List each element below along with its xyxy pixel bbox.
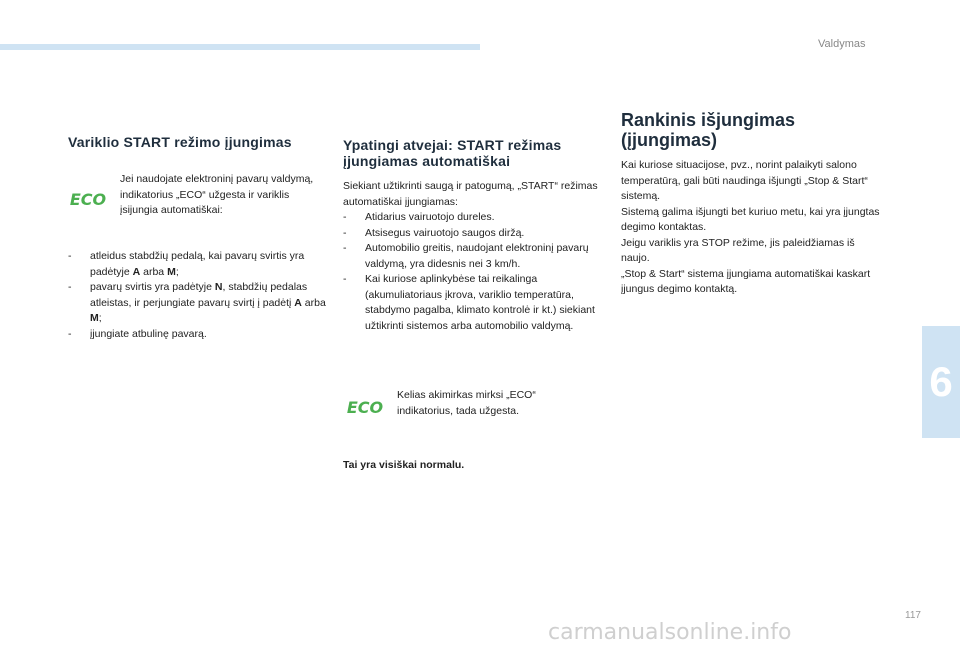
chapter-title: Valdymas <box>818 38 866 50</box>
intro-text: Siekiant užtikrinti saugą ir patogumą, „START“ režimas automatiškai įjungiamas: <box>343 180 598 208</box>
svg-text:ECO: ECO <box>346 398 384 416</box>
section-heading: Ypatingi atvejai: START režimas įjungiamas automatiškai <box>343 137 562 169</box>
page-number: 117 <box>905 610 921 621</box>
svg-text:ECO: ECO <box>69 190 107 208</box>
list-item: - Atidarius vairuotojo dureles. <box>343 210 605 226</box>
paragraph: „Stop & Start“ sistema įjungiama automatiškai kaskart įjungus degimo kontaktą. <box>621 267 871 295</box>
eco-info-block <box>66 172 331 219</box>
column-special-cases <box>343 137 605 334</box>
list-item: - Kai kuriose aplinkybėse tai reikalinga (akumuliatoriaus įkrova, variklio temperatūra, stabdymo pagalba, klimato kontrolė ir kt.) siekiant užtikrinti sistemos arba automobilio valdymą. <box>343 272 605 334</box>
list-item: - pavarų svirtis yra padėtyje N, stabdžių pedalas atleistas, ir perjungiate pavarų svirtį į padėtį A arba M; <box>68 280 333 327</box>
list-item: - įjungiate atbulinę pavarą. <box>68 327 333 343</box>
eco-info-text: Jei naudojate elektroninį pavarų valdymą, indikatorius „ECO“ užgesta ir variklis įsijungia automatiškai: <box>120 173 314 216</box>
paragraph: Kai kuriose situacijose, pvz., norint palaikyti salono temperatūrą, gali būti naudinga išjungti „Stop & Start“ sistemą. <box>621 159 868 202</box>
column-engine-start <box>68 134 333 150</box>
eco-indicator-icon <box>343 396 387 418</box>
section-heading: Variklio START režimo įjungimas <box>68 134 292 150</box>
list-item: - Atsisegus vairuotojo saugos diržą. <box>343 226 605 242</box>
list-item: - atleidus stabdžių pedalą, kai pavarų svirtis yra padėtyje A arba M; <box>68 249 333 280</box>
chapter-tab <box>922 326 960 438</box>
section-heading: Rankinis išjungimas (įjungimas) <box>621 110 796 150</box>
list-item: - Automobilio greitis, naudojant elektroninį pavarų valdymą, yra didesnis nei 3 km/h. <box>343 241 605 272</box>
paragraph: Sistemą galima išjungti bet kuriuo metu, kai yra įjungtas degimo kontaktas. <box>621 205 880 233</box>
top-accent-bar <box>0 44 480 50</box>
engine-start-conditions <box>68 249 333 342</box>
column-manual-disable <box>621 110 883 298</box>
eco-blink-block <box>343 388 605 419</box>
eco-blink-text: Kelias akimirkas mirksi „ECO“ indikatorius, tada užgesta. <box>397 389 536 417</box>
chapter-number: 6 <box>929 358 953 405</box>
normal-note: Tai yra visiškai normalu. <box>343 459 465 471</box>
watermark: carmanualsonline.info <box>548 620 792 645</box>
paragraph: Jeigu variklis yra STOP režime, jis paleidžiamas iš naujo. <box>621 236 855 264</box>
eco-indicator-icon <box>66 188 110 210</box>
